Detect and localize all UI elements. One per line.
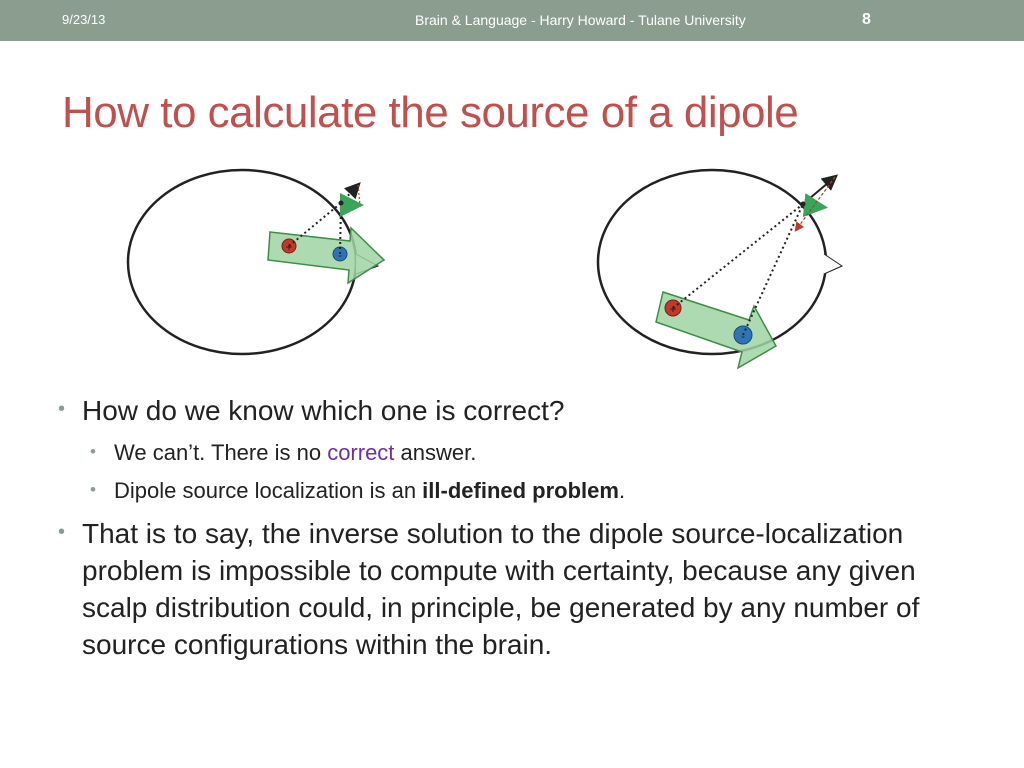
bullet-item bbox=[58, 392, 958, 429]
slide-footer: Brain & Language - Harry Howard - Tulane University bbox=[415, 12, 746, 28]
slide-date: 9/23/13 bbox=[62, 12, 106, 27]
slide-title: How to calculate the source of a dipole bbox=[62, 88, 799, 137]
sub-bullet-text bbox=[114, 478, 625, 503]
left-scalp-point bbox=[339, 201, 344, 206]
right-field-vector bbox=[803, 177, 835, 204]
left-dipole-arrow bbox=[268, 228, 384, 283]
right-head-model bbox=[598, 170, 842, 368]
right-positive-sign: + bbox=[669, 302, 677, 316]
highlighted-word-correct: correct bbox=[327, 440, 395, 465]
bullet-marker: • bbox=[58, 398, 66, 420]
sub-bullet-item bbox=[58, 477, 958, 505]
right-dotted-line-negative bbox=[743, 204, 803, 335]
right-scalp-point bbox=[801, 202, 806, 207]
sub-bullet-2-start: Dipole source localization is an bbox=[114, 478, 423, 503]
header-bar bbox=[0, 0, 1024, 41]
sub-bullet-2-end: . bbox=[618, 478, 626, 503]
left-positive-sign: + bbox=[285, 240, 293, 254]
left-negative-sign: - bbox=[338, 248, 342, 262]
sub-bullet-text bbox=[114, 440, 476, 465]
sub-bullet-marker: • bbox=[90, 442, 96, 461]
sub-bullet-1-end: answer. bbox=[394, 440, 477, 465]
sub-bullet-marker: • bbox=[90, 480, 96, 499]
sub-bullet-item bbox=[58, 439, 958, 467]
bullet-list bbox=[58, 392, 958, 673]
bold-ill-defined-problem: ill-defined problem bbox=[422, 478, 619, 503]
bullet-item bbox=[58, 515, 958, 663]
right-dotted-line-positive bbox=[673, 204, 803, 308]
bullet-marker: • bbox=[58, 521, 66, 543]
sub-bullet-1-start: We can’t. There is no bbox=[114, 440, 328, 465]
left-red-component bbox=[358, 185, 360, 205]
bullet-explanation: That is to say, the inverse solution to the dipole source-localization problem is impossible to compute with certainty, because any given scalp distribution could, in principle, be generated by any number of source configurations within the brain. bbox=[82, 518, 920, 660]
right-nose-icon bbox=[824, 254, 842, 274]
dipole-diagram bbox=[0, 160, 1024, 380]
slide-number: 8 bbox=[862, 11, 871, 28]
left-head-model bbox=[128, 170, 384, 354]
bullet-question: How do we know which one is correct? bbox=[82, 395, 565, 426]
left-field-vector bbox=[341, 185, 358, 203]
right-negative-sign: - bbox=[741, 329, 745, 343]
